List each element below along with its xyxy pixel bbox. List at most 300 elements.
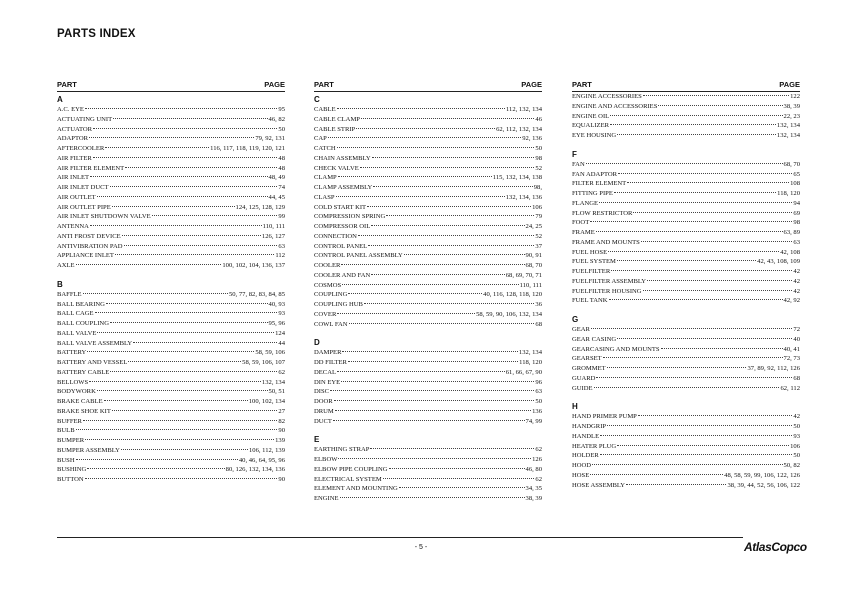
index-entry: [314, 300, 542, 310]
part-name: FAN: [572, 160, 585, 168]
page-refs: 132, 134: [776, 132, 800, 139]
index-entry: [314, 232, 542, 242]
index-entry: [57, 397, 285, 407]
atlas-copco-logo: AtlasCopco: [744, 540, 807, 554]
page-header: PAGE: [779, 80, 800, 89]
page-refs: 48: [278, 164, 285, 172]
part-name: DISC: [314, 388, 330, 396]
index-entry: [57, 222, 285, 232]
dot-leader: [607, 425, 792, 426]
part-name: BALL COUPLING: [57, 320, 109, 327]
page-refs: 40, 116, 128, 118, 120: [483, 291, 542, 299]
page-refs: 136: [532, 407, 542, 415]
page-refs: 62: [535, 475, 542, 483]
part-name: BULB: [57, 427, 75, 435]
index-entry: [572, 209, 800, 219]
part-name: DIN EYE: [314, 378, 341, 386]
part-name: FOOT: [572, 219, 590, 227]
dot-leader: [364, 303, 535, 304]
page-refs: 42, 92: [783, 297, 800, 305]
dot-leader: [338, 458, 531, 459]
dot-leader: [614, 192, 776, 193]
index-entry: [57, 125, 285, 135]
index-entry: [314, 144, 542, 154]
dot-leader: [367, 206, 531, 207]
index-entry: [572, 471, 800, 481]
page-refs: 112: [275, 252, 285, 260]
page-refs: 68, 69, 70, 71: [505, 271, 542, 279]
index-section: [314, 95, 542, 329]
dot-leader: [328, 137, 521, 138]
index-entry: [314, 193, 542, 203]
index-entry: [57, 426, 285, 436]
dot-leader: [122, 235, 261, 236]
page-refs: 96: [535, 378, 542, 386]
part-name: BUMPER: [57, 437, 85, 444]
part-name: COMPRESSOR OIL: [314, 223, 371, 230]
part-name: HOLDER: [572, 452, 599, 460]
dot-leader: [125, 167, 277, 168]
index-entry: [57, 368, 285, 378]
dot-leader: [338, 176, 492, 177]
dot-leader: [404, 254, 525, 255]
dot-leader: [89, 137, 254, 138]
index-column-1: [57, 80, 285, 485]
part-name: BATTERY CABLE: [57, 368, 110, 376]
dot-leader: [590, 221, 792, 222]
dot-leader: [608, 251, 779, 252]
part-name: COWL FAN: [314, 320, 348, 328]
page-header: PAGE: [521, 80, 542, 89]
part-name: CONTROL PANEL: [314, 242, 368, 250]
page-refs: 110, 111: [519, 281, 542, 289]
section-letter: D: [314, 338, 320, 348]
dot-leader: [97, 390, 268, 391]
page-refs: 74, 99: [525, 417, 542, 425]
page-refs: 99: [278, 213, 285, 221]
index-entry: [57, 242, 285, 252]
dot-leader: [389, 468, 525, 469]
page-refs: 50, 77, 82, 83, 84, 85: [228, 290, 285, 298]
page-refs: 116, 117, 118, 119, 120, 121: [210, 145, 285, 152]
index-entry: [314, 154, 542, 164]
part-name: BATTERY: [57, 349, 87, 357]
page-refs: 79, 92, 131: [255, 135, 285, 143]
index-entry: [57, 134, 285, 144]
dot-leader: [371, 274, 504, 275]
page-refs: 42, 108: [780, 248, 800, 256]
part-name: ACTUATING UNIT: [57, 115, 113, 123]
part-name: GUIDE: [572, 384, 593, 392]
index-entry: [572, 481, 800, 491]
page-refs: 37, 89, 92, 112, 126: [747, 365, 800, 372]
index-entry: [314, 368, 542, 378]
part-name: FRAME AND MOUNTS: [572, 238, 640, 246]
part-name: AIR FILTER ELEMENT: [57, 164, 125, 172]
index-entry: [572, 384, 800, 394]
index-section: [572, 150, 800, 306]
dot-leader: [627, 182, 789, 183]
dot-leader: [617, 445, 789, 446]
part-name: HANDLE: [572, 432, 600, 440]
index-entry: [57, 193, 285, 203]
page-refs: 79: [535, 213, 542, 221]
part-name: ELBOW PIPE COUPLING: [314, 465, 388, 473]
page-number: - 5 -: [414, 544, 428, 551]
page-refs: 62: [535, 446, 542, 454]
dot-leader: [633, 212, 792, 213]
dot-leader: [586, 163, 783, 164]
page-refs: 62: [278, 368, 285, 376]
page-refs: 65: [793, 170, 800, 178]
part-name: ACTUATOR: [57, 125, 93, 133]
part-name: ANTI FROST DEVICE: [57, 232, 121, 240]
part-name: ELBOW: [314, 456, 338, 463]
page-refs: 36: [535, 301, 542, 308]
dot-leader: [596, 231, 783, 232]
dot-leader: [112, 410, 278, 411]
index-entry: [314, 164, 542, 174]
page-refs: 40, 46, 64, 95, 96: [238, 456, 285, 464]
index-entry: [314, 310, 542, 320]
index-entry: [314, 222, 542, 232]
index-entry: [572, 131, 800, 141]
dot-leader: [617, 260, 756, 261]
part-name: ENGINE: [314, 495, 339, 502]
index-entry: [314, 455, 542, 465]
page-refs: 98: [793, 219, 800, 227]
index-entry: [572, 92, 800, 102]
page-refs: 50: [793, 423, 800, 430]
page-refs: 132, 134: [518, 349, 542, 357]
part-name: FUEL TANK: [572, 297, 608, 305]
part-name: COSMOS: [314, 281, 342, 289]
dot-leader: [93, 128, 277, 129]
page-refs: 90: [278, 476, 285, 483]
page-refs: 132, 134, 136: [505, 193, 542, 201]
page-refs: 124, 125, 128, 129: [235, 203, 285, 211]
index-entry: [572, 189, 800, 199]
dot-leader: [643, 95, 789, 96]
index-entry: [314, 494, 542, 504]
column-header: [314, 80, 542, 92]
part-name: DOOR: [314, 398, 333, 405]
index-entry: [57, 319, 285, 329]
page-refs: 110, 111: [262, 223, 285, 230]
index-entry: [57, 309, 285, 319]
dot-leader: [76, 264, 222, 265]
column-header: [57, 80, 285, 92]
page-refs: 68, 70: [783, 160, 800, 168]
page-refs: 42: [793, 277, 800, 285]
part-name: AIR OUTLET PIPE: [57, 203, 111, 211]
part-name: AIR INLET: [57, 174, 90, 182]
page-refs: 90, 91: [525, 252, 542, 260]
index-entry: [314, 475, 542, 485]
part-name: BAFFLE: [57, 290, 82, 298]
column-header: [572, 80, 800, 92]
index-entry: [572, 335, 800, 345]
part-name: A.C. EYE: [57, 106, 84, 113]
dot-leader: [599, 202, 792, 203]
index-entry: [314, 242, 542, 252]
dot-leader: [121, 449, 248, 450]
index-section: [572, 315, 800, 393]
dot-leader: [110, 322, 268, 323]
part-name: GROMMET: [572, 365, 606, 372]
page-refs: 63: [535, 388, 542, 396]
page-refs: 44, 45: [268, 193, 285, 201]
index-entry: [57, 475, 285, 485]
dot-leader: [594, 387, 780, 388]
index-section: [57, 280, 285, 485]
part-name: HAND PRIMER PUMP: [572, 413, 637, 421]
part-name: CABLE STRIP: [314, 125, 356, 133]
dot-leader: [340, 497, 525, 498]
part-header: PART: [572, 80, 592, 89]
index-entry: [57, 115, 285, 125]
index-entry: [572, 432, 800, 442]
dot-leader: [383, 478, 535, 479]
index-entry: [57, 465, 285, 475]
index-column-3: [572, 80, 800, 490]
dot-leader: [97, 332, 274, 333]
dot-leader: [600, 454, 793, 455]
part-name: HOOD: [572, 462, 592, 469]
part-name: FITTING PIPE: [572, 190, 613, 197]
page-refs: 92, 136: [522, 135, 542, 143]
part-name: ELEMENT AND MOUNTING: [314, 485, 398, 493]
page-refs: 112, 132, 134: [505, 106, 542, 113]
part-name: FUEL SYSTEM: [572, 258, 616, 266]
part-name: APPLIANCE INLET: [57, 252, 114, 260]
dot-leader: [372, 157, 535, 158]
part-name: BODYWORK: [57, 388, 96, 396]
section-letter: G: [572, 315, 579, 324]
page-refs: 124: [275, 329, 285, 337]
dot-leader: [85, 439, 274, 440]
part-name: AFTERCOOLER: [57, 145, 105, 152]
page-refs: 48, 49: [268, 174, 285, 182]
page-refs: 50: [535, 398, 542, 405]
page-refs: 48: [278, 154, 285, 162]
page-refs: 82: [278, 417, 285, 425]
part-name: CATCH: [314, 145, 336, 152]
part-name: CAP: [314, 135, 327, 143]
dot-leader: [90, 225, 262, 226]
part-name: BUSHING: [57, 466, 87, 474]
index-entry: [57, 105, 285, 115]
page-refs: 63: [793, 238, 800, 246]
index-entry: [572, 354, 800, 364]
page-refs: 58, 59, 106, 107: [242, 359, 285, 366]
part-name: BATTERY AND VESSEL: [57, 359, 128, 366]
index-column-2: [314, 80, 542, 504]
page-header: PAGE: [264, 80, 285, 89]
index-entry: [572, 364, 800, 374]
part-name: ENGINE AND ACCESSORIES: [572, 102, 658, 110]
page-refs: 74: [278, 184, 285, 191]
dot-leader: [115, 254, 274, 255]
index-entry: [314, 397, 542, 407]
part-name: COOLER AND FAN: [314, 271, 371, 279]
page-refs: 52: [535, 164, 542, 172]
page-refs: 98: [535, 154, 542, 162]
index-entry: [314, 105, 542, 115]
dot-leader: [591, 328, 792, 329]
footer-rule: [57, 537, 743, 538]
page-refs: 42: [793, 287, 800, 295]
index-entry: [314, 115, 542, 125]
index-entry: [57, 251, 285, 261]
index-entry: [572, 345, 800, 355]
dot-leader: [626, 484, 726, 485]
index-entry: [572, 287, 800, 297]
dot-leader: [105, 147, 209, 148]
part-name: COUPLING HUB: [314, 301, 363, 308]
page-refs: 139: [275, 437, 285, 444]
part-name: COUPLING: [314, 291, 348, 299]
dot-leader: [104, 400, 248, 401]
page-refs: 50: [278, 125, 285, 133]
index-entry: [572, 199, 800, 209]
part-name: COLD START KIT: [314, 203, 367, 211]
dot-leader: [611, 270, 792, 271]
part-name: CHAIN ASSEMBLY: [314, 154, 371, 162]
index-entry: [314, 261, 542, 271]
part-name: AIR INLET DUCT: [57, 184, 109, 191]
index-entry: [57, 348, 285, 358]
page-refs: 68: [793, 374, 800, 382]
index-entry: [572, 248, 800, 258]
part-name: HOSE: [572, 471, 590, 479]
dot-leader: [342, 284, 519, 285]
page-refs: 80, 126, 132, 134, 136: [225, 466, 285, 474]
dot-leader: [370, 448, 534, 449]
page-refs: 122: [790, 93, 800, 100]
page-refs: 100, 102, 104, 136, 137: [222, 262, 285, 269]
dot-leader: [348, 293, 482, 294]
index-entry: [57, 339, 285, 349]
dot-leader: [641, 241, 793, 242]
dot-leader: [342, 351, 517, 352]
index-entry: [314, 445, 542, 455]
page-refs: 40, 93: [268, 300, 285, 308]
dot-leader: [609, 299, 783, 300]
part-name: BELLOWS: [57, 378, 89, 386]
index-entry: [57, 387, 285, 397]
index-entry: [572, 422, 800, 432]
index-entry: [572, 112, 800, 122]
dot-leader: [368, 245, 534, 246]
page-refs: 38, 39, 44, 52, 56, 106, 122: [727, 481, 800, 489]
dot-leader: [106, 303, 268, 304]
index-entry: [314, 378, 542, 388]
page-refs: 50: [793, 452, 800, 460]
index-entry: [57, 378, 285, 388]
index-entry: [572, 277, 800, 287]
page-refs: 62, 112, 132, 134: [496, 125, 542, 133]
index-entry: [314, 387, 542, 397]
part-name: BRAKE CABLE: [57, 398, 103, 405]
index-entry: [314, 183, 542, 193]
part-name: COOLER: [314, 262, 341, 269]
part-name: ANTENNA: [57, 223, 89, 230]
dot-leader: [341, 264, 524, 265]
index-entry: [314, 251, 542, 261]
index-entry: [314, 203, 542, 213]
part-name: GUARD: [572, 374, 596, 382]
index-entry: [314, 484, 542, 494]
index-entry: [314, 358, 542, 368]
dot-leader: [592, 464, 782, 465]
index-entry: [572, 374, 800, 384]
dot-leader: [112, 206, 235, 207]
dot-leader: [83, 420, 277, 421]
index-entry: [572, 257, 800, 267]
part-name: BUTTON: [57, 476, 84, 483]
page-refs: 108: [790, 180, 800, 188]
page-refs: 40, 41: [783, 345, 800, 353]
section-letter: A: [57, 95, 63, 104]
dot-leader: [603, 357, 783, 358]
part-name: CONTROL PANEL ASSEMBLY: [314, 252, 403, 260]
part-name: BUFFER: [57, 417, 82, 425]
part-name: HEATER PLUG: [572, 442, 617, 450]
index-entry: [572, 102, 800, 112]
part-name: BUMPER ASSEMBLY: [57, 446, 120, 454]
index-entry: [572, 451, 800, 461]
index-entry: [572, 218, 800, 228]
page-refs: 63, 89: [783, 229, 800, 236]
part-name: CLAMP ASSEMBLY: [314, 184, 373, 191]
index-entry: [57, 232, 285, 242]
part-name: FAN ADAPTOR: [572, 170, 618, 178]
index-entry: [572, 170, 800, 180]
index-entry: [57, 203, 285, 213]
page-refs: 37: [535, 242, 542, 250]
index-entry: [314, 271, 542, 281]
part-name: ADAPTOR: [57, 135, 89, 143]
part-name: EQUALIZER: [572, 122, 609, 130]
page-refs: 132, 134: [776, 122, 800, 130]
dot-leader: [333, 420, 525, 421]
index-entry: [57, 164, 285, 174]
part-name: BRAKE SHOE KIT: [57, 407, 111, 415]
part-name: CABLE: [314, 106, 336, 113]
dot-leader: [335, 410, 531, 411]
dot-leader: [337, 371, 505, 372]
page-refs: 34, 35: [525, 485, 542, 493]
page-refs: 126: [532, 456, 542, 463]
index-entry: [57, 290, 285, 300]
part-name: FRAME: [572, 229, 595, 236]
dot-leader: [337, 313, 475, 314]
dot-leader: [356, 128, 495, 129]
index-section: [57, 95, 285, 271]
index-entry: [314, 173, 542, 183]
dot-leader: [643, 290, 793, 291]
part-name: EYE HOUSING: [572, 132, 617, 139]
dot-leader: [337, 147, 535, 148]
dot-leader: [90, 176, 267, 177]
page-refs: 95: [278, 106, 285, 113]
page-refs: 90: [278, 427, 285, 435]
page-refs: 95, 96: [268, 320, 285, 327]
dot-leader: [93, 157, 278, 158]
page-refs: 22, 23: [783, 112, 800, 120]
section-letter: E: [314, 435, 320, 445]
